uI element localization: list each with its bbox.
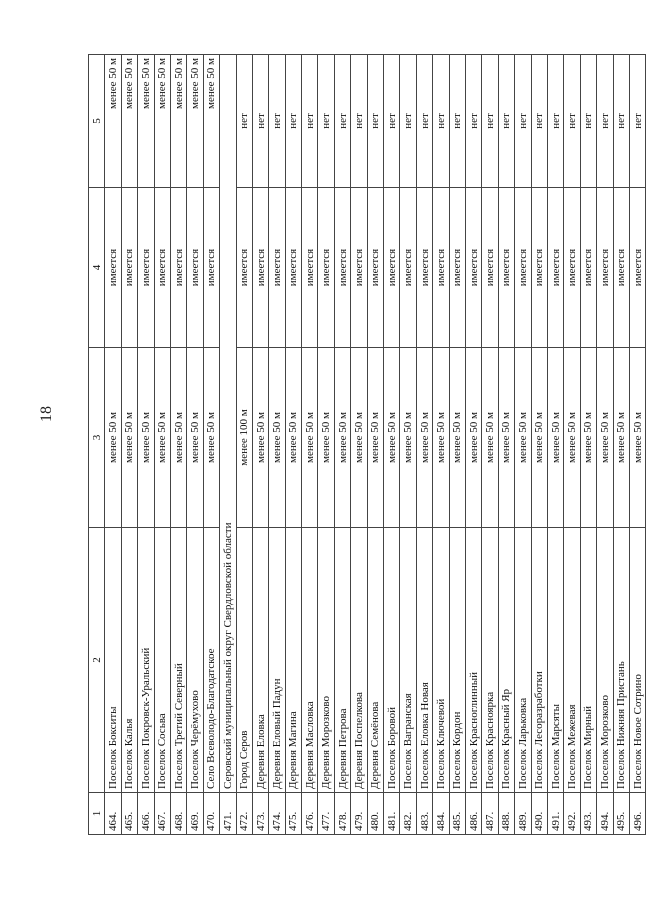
availability-cell: имеется bbox=[400, 188, 416, 348]
table-row bbox=[138, 55, 154, 835]
value-cell: нет bbox=[252, 55, 268, 188]
table-row bbox=[302, 55, 318, 835]
table-row bbox=[629, 55, 645, 835]
value-cell: нет bbox=[433, 55, 449, 188]
value-cell: менее 50 м bbox=[105, 55, 121, 188]
availability-cell: имеется bbox=[449, 188, 465, 348]
value-cell: нет bbox=[547, 55, 563, 188]
settlement-name: Деревня Поспелкова bbox=[351, 528, 367, 793]
availability-cell: имеется bbox=[318, 188, 334, 348]
settlement-name: Деревня Еловый Падун bbox=[269, 528, 285, 793]
row-number: 483. bbox=[416, 793, 432, 835]
table-row bbox=[105, 55, 121, 835]
distance-cell: менее 50 м bbox=[367, 348, 383, 528]
value-cell: нет bbox=[597, 55, 613, 188]
table-row bbox=[597, 55, 613, 835]
value-cell: менее 50 м bbox=[121, 55, 137, 188]
table-row bbox=[187, 55, 203, 835]
value-cell: менее 50 м bbox=[203, 55, 219, 188]
settlement-name: Поселок Третий Северный bbox=[170, 528, 186, 793]
availability-cell: имеется bbox=[187, 188, 203, 348]
row-number: 492. bbox=[564, 793, 580, 835]
table-row bbox=[154, 55, 170, 835]
availability-cell: имеется bbox=[547, 188, 563, 348]
distance-cell: менее 50 м bbox=[531, 348, 547, 528]
availability-cell: имеется bbox=[252, 188, 268, 348]
header-col-2: 2 bbox=[89, 528, 105, 793]
availability-cell: имеется bbox=[613, 188, 629, 348]
row-number: 491. bbox=[547, 793, 563, 835]
value-cell: менее 50 м bbox=[187, 55, 203, 188]
value-cell: нет bbox=[531, 55, 547, 188]
table-row bbox=[400, 55, 416, 835]
table-row bbox=[269, 55, 285, 835]
settlement-name: Поселок Кордон bbox=[449, 528, 465, 793]
table-row bbox=[170, 55, 186, 835]
distance-cell: менее 50 м bbox=[285, 348, 301, 528]
value-cell: менее 50 м bbox=[138, 55, 154, 188]
rotated-table-wrapper bbox=[88, 55, 646, 835]
distance-cell: менее 50 м bbox=[515, 348, 531, 528]
distance-cell: менее 50 м bbox=[433, 348, 449, 528]
table-row bbox=[203, 55, 219, 835]
settlement-name: Поселок Сосьва bbox=[154, 528, 170, 793]
table-row bbox=[482, 55, 498, 835]
row-number: 473. bbox=[252, 793, 268, 835]
distance-cell: менее 50 м bbox=[170, 348, 186, 528]
table-row bbox=[334, 55, 350, 835]
availability-cell: имеется bbox=[367, 188, 383, 348]
value-cell: нет bbox=[465, 55, 481, 188]
distance-cell: менее 50 м bbox=[302, 348, 318, 528]
table-row bbox=[121, 55, 137, 835]
availability-cell: имеется bbox=[121, 188, 137, 348]
page-number: 18 bbox=[38, 406, 55, 422]
availability-cell: имеется bbox=[170, 188, 186, 348]
row-number: 469. bbox=[187, 793, 203, 835]
value-cell: нет bbox=[564, 55, 580, 188]
row-number: 495. bbox=[613, 793, 629, 835]
distance-cell: менее 50 м bbox=[629, 348, 645, 528]
table-row bbox=[367, 55, 383, 835]
settlement-name: Поселок Красноглинный bbox=[465, 528, 481, 793]
distance-cell: менее 50 м bbox=[138, 348, 154, 528]
availability-cell: имеется bbox=[580, 188, 596, 348]
table-row bbox=[351, 55, 367, 835]
row-number: 493. bbox=[580, 793, 596, 835]
availability-cell: имеется bbox=[629, 188, 645, 348]
row-number: 481. bbox=[384, 793, 400, 835]
availability-cell: имеется bbox=[433, 188, 449, 348]
value-cell: нет bbox=[318, 55, 334, 188]
settlement-name: Поселок Морозково bbox=[597, 528, 613, 793]
row-number: 474. bbox=[269, 793, 285, 835]
availability-cell: имеется bbox=[351, 188, 367, 348]
distance-cell: менее 50 м bbox=[416, 348, 432, 528]
value-cell: нет bbox=[482, 55, 498, 188]
distance-cell: менее 50 м bbox=[154, 348, 170, 528]
distance-cell: менее 50 м bbox=[580, 348, 596, 528]
settlement-name: Поселок Калья bbox=[121, 528, 137, 793]
settlement-name: Деревня Петрова bbox=[334, 528, 350, 793]
distance-cell: менее 50 м bbox=[613, 348, 629, 528]
value-cell: нет bbox=[416, 55, 432, 188]
row-number: 484. bbox=[433, 793, 449, 835]
row-number: 472. bbox=[236, 793, 252, 835]
settlements-table bbox=[88, 54, 646, 835]
availability-cell: имеется bbox=[138, 188, 154, 348]
row-number: 488. bbox=[498, 793, 514, 835]
distance-cell: менее 50 м bbox=[187, 348, 203, 528]
settlement-name: Деревня Магина bbox=[285, 528, 301, 793]
table-row bbox=[547, 55, 563, 835]
row-number: 480. bbox=[367, 793, 383, 835]
availability-cell: имеется bbox=[236, 188, 252, 348]
settlement-name: Поселок Лесоразработки bbox=[531, 528, 547, 793]
settlement-name: Поселок Красноярка bbox=[482, 528, 498, 793]
row-number: 494. bbox=[597, 793, 613, 835]
distance-cell: менее 50 м bbox=[334, 348, 350, 528]
row-number: 479. bbox=[351, 793, 367, 835]
settlement-name: Деревня Масловка bbox=[302, 528, 318, 793]
value-cell: нет bbox=[334, 55, 350, 188]
settlement-name: Село Всеволодо-Благодатское bbox=[203, 528, 219, 793]
distance-cell: менее 50 м bbox=[203, 348, 219, 528]
availability-cell: имеется bbox=[531, 188, 547, 348]
distance-cell: менее 50 м bbox=[105, 348, 121, 528]
distance-cell: менее 50 м bbox=[384, 348, 400, 528]
availability-cell: имеется bbox=[154, 188, 170, 348]
settlement-name: Поселок Мирный bbox=[580, 528, 596, 793]
table-row bbox=[465, 55, 481, 835]
availability-cell: имеется bbox=[498, 188, 514, 348]
distance-cell: менее 50 м bbox=[482, 348, 498, 528]
value-cell: нет bbox=[351, 55, 367, 188]
availability-cell: имеется bbox=[203, 188, 219, 348]
settlement-name: Поселок Межевая bbox=[564, 528, 580, 793]
value-cell: нет bbox=[580, 55, 596, 188]
header-col-1: 1 bbox=[89, 793, 105, 835]
availability-cell: имеется bbox=[482, 188, 498, 348]
row-number: 475. bbox=[285, 793, 301, 835]
table-row bbox=[236, 55, 252, 835]
settlement-name: Деревня Семёнова bbox=[367, 528, 383, 793]
availability-cell: имеется bbox=[515, 188, 531, 348]
distance-cell: менее 50 м bbox=[351, 348, 367, 528]
value-cell: нет bbox=[269, 55, 285, 188]
value-cell: менее 50 м bbox=[154, 55, 170, 188]
row-number: 476. bbox=[302, 793, 318, 835]
row-number: 490. bbox=[531, 793, 547, 835]
value-cell: нет bbox=[498, 55, 514, 188]
row-number: 465. bbox=[121, 793, 137, 835]
settlement-name: Поселок Еловка Новая bbox=[416, 528, 432, 793]
settlement-name: Поселок Покровск-Уральский bbox=[138, 528, 154, 793]
distance-cell: менее 50 м bbox=[547, 348, 563, 528]
distance-cell: менее 50 м bbox=[449, 348, 465, 528]
value-cell: менее 50 м bbox=[170, 55, 186, 188]
table-row bbox=[498, 55, 514, 835]
settlement-name: Поселок Новое Сотрино bbox=[629, 528, 645, 793]
settlement-name: Поселок Марсяты bbox=[547, 528, 563, 793]
availability-cell: имеется bbox=[416, 188, 432, 348]
row-number: 478. bbox=[334, 793, 350, 835]
row-number: 468. bbox=[170, 793, 186, 835]
value-cell: нет bbox=[236, 55, 252, 188]
table-row bbox=[449, 55, 465, 835]
distance-cell: менее 50 м bbox=[121, 348, 137, 528]
distance-cell: менее 100 м bbox=[236, 348, 252, 528]
table-row bbox=[416, 55, 432, 835]
row-number: 464. bbox=[105, 793, 121, 835]
row-number: 477. bbox=[318, 793, 334, 835]
section-row bbox=[220, 55, 236, 835]
table-body bbox=[105, 55, 646, 835]
row-number: 486. bbox=[465, 793, 481, 835]
header-col-3: 3 bbox=[89, 348, 105, 528]
settlement-name: Поселок Бокситы bbox=[105, 528, 121, 793]
table-row bbox=[433, 55, 449, 835]
value-cell: нет bbox=[613, 55, 629, 188]
header-col-5: 5 bbox=[89, 55, 105, 188]
value-cell: нет bbox=[449, 55, 465, 188]
row-number: 470. bbox=[203, 793, 219, 835]
row-number: 487. bbox=[482, 793, 498, 835]
availability-cell: имеется bbox=[465, 188, 481, 348]
row-number: 496. bbox=[629, 793, 645, 835]
table-row bbox=[531, 55, 547, 835]
availability-cell: имеется bbox=[302, 188, 318, 348]
table-row bbox=[613, 55, 629, 835]
row-number: 467. bbox=[154, 793, 170, 835]
row-number: 485. bbox=[449, 793, 465, 835]
table-row bbox=[580, 55, 596, 835]
row-number: 489. bbox=[515, 793, 531, 835]
settlement-name: Поселок Красный Яр bbox=[498, 528, 514, 793]
value-cell: нет bbox=[285, 55, 301, 188]
availability-cell: имеется bbox=[384, 188, 400, 348]
value-cell: нет bbox=[515, 55, 531, 188]
distance-cell: менее 50 м bbox=[400, 348, 416, 528]
settlement-name: Деревня Морозково bbox=[318, 528, 334, 793]
value-cell: нет bbox=[302, 55, 318, 188]
availability-cell: имеется bbox=[334, 188, 350, 348]
availability-cell: имеется bbox=[597, 188, 613, 348]
distance-cell: менее 50 м bbox=[564, 348, 580, 528]
settlement-name: Поселок Боровой bbox=[384, 528, 400, 793]
row-number: 466. bbox=[138, 793, 154, 835]
settlement-name: Поселок Черёмухово bbox=[187, 528, 203, 793]
table-row bbox=[252, 55, 268, 835]
distance-cell: менее 50 м bbox=[318, 348, 334, 528]
settlement-name: Поселок Ключевой bbox=[433, 528, 449, 793]
availability-cell: имеется bbox=[564, 188, 580, 348]
row-number: 482. bbox=[400, 793, 416, 835]
settlement-name: Поселок Нижняя Пристань bbox=[613, 528, 629, 793]
distance-cell: менее 50 м bbox=[597, 348, 613, 528]
settlement-name: Город Серов bbox=[236, 528, 252, 793]
table-row bbox=[515, 55, 531, 835]
row-number: 471. bbox=[220, 793, 236, 835]
value-cell: нет bbox=[629, 55, 645, 188]
header-col-4: 4 bbox=[89, 188, 105, 348]
settlement-name: Поселок Ларьковка bbox=[515, 528, 531, 793]
settlement-name: Поселок Вагранская bbox=[400, 528, 416, 793]
distance-cell: менее 50 м bbox=[269, 348, 285, 528]
table-row bbox=[564, 55, 580, 835]
availability-cell: имеется bbox=[105, 188, 121, 348]
availability-cell: имеется bbox=[269, 188, 285, 348]
table-row bbox=[318, 55, 334, 835]
table-row bbox=[285, 55, 301, 835]
table-row bbox=[384, 55, 400, 835]
value-cell: нет bbox=[400, 55, 416, 188]
settlement-name: Деревня Еловка bbox=[252, 528, 268, 793]
distance-cell: менее 50 м bbox=[252, 348, 268, 528]
distance-cell: менее 50 м bbox=[498, 348, 514, 528]
distance-cell: менее 50 м bbox=[465, 348, 481, 528]
section-title: Серовский муниципальный округ Свердловской области bbox=[220, 55, 236, 793]
value-cell: нет bbox=[367, 55, 383, 188]
value-cell: нет bbox=[384, 55, 400, 188]
availability-cell: имеется bbox=[285, 188, 301, 348]
header-row bbox=[89, 55, 105, 835]
